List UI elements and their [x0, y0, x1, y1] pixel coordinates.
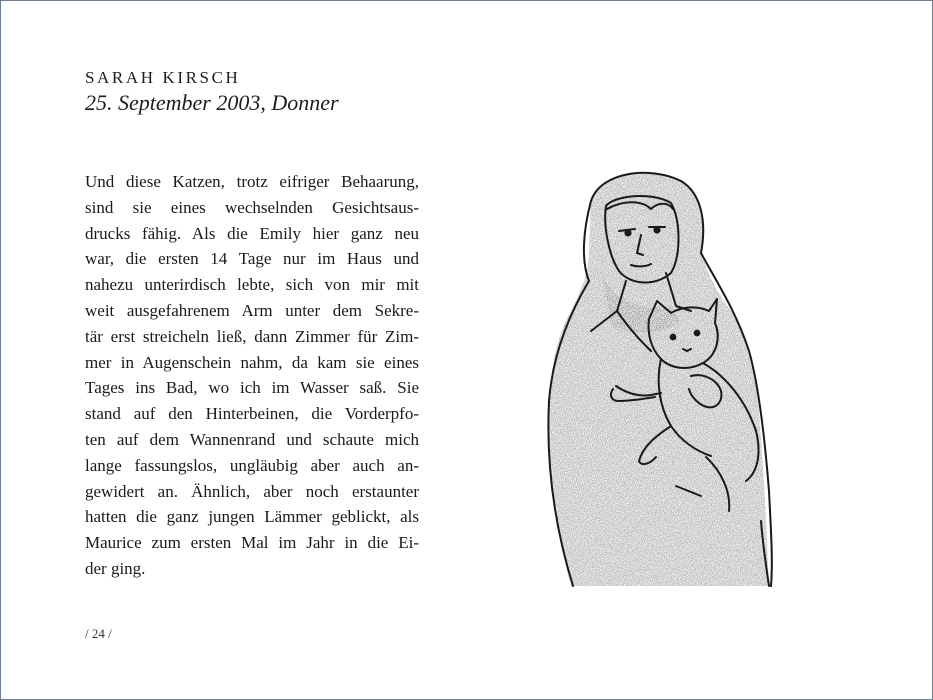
entry-date-title: 25. September 2003, Donner [85, 90, 339, 115]
text-line: der ging. [85, 558, 146, 578]
text-line: war, die ersten 14 Tage nur im Haus und [85, 249, 419, 269]
woman-holding-cat-drawing-icon [531, 161, 801, 601]
body-text [85, 169, 419, 582]
text-line: ten auf dem Wannenrand und schaute mich [85, 429, 419, 449]
text-line: hatten die ganz jungen Lämmer geblickt, als [85, 507, 419, 527]
text-line: weit ausgefahrenem Arm unter dem Sekre- [85, 300, 419, 320]
text-line: drucks fähig. Als die Emily hier ganz neu [85, 223, 419, 243]
text-line: Maurice zum ersten Mal im Jahr in die Ei- [85, 533, 419, 553]
text-line: sind sie eines wechselnden Gesichtsaus- [85, 197, 419, 217]
text-line: lange fassungslos, ungläubig aber auch an- [85, 455, 419, 475]
author-name: SARAH KIRSCH [85, 68, 241, 87]
text-line: stand auf den Hinterbeinen, die Vorderpfo- [85, 404, 419, 424]
text-line: Tages ins Bad, wo ich im Wasser saß. Sie [85, 378, 419, 398]
page-number: / 24 / [85, 626, 112, 641]
text-line: Und diese Katzen, trotz eifriger Behaarung, [85, 172, 419, 191]
text-line: gewidert an. Ähnlich, aber noch erstaunter [85, 481, 419, 501]
text-line: mer in Augenschein nahm, da kam sie eines [85, 352, 419, 372]
text-line: nahezu unterirdisch lebte, sich von mir mit [85, 275, 419, 295]
text-line: tär erst streicheln ließ, dann Zimmer für Zim- [85, 326, 419, 346]
